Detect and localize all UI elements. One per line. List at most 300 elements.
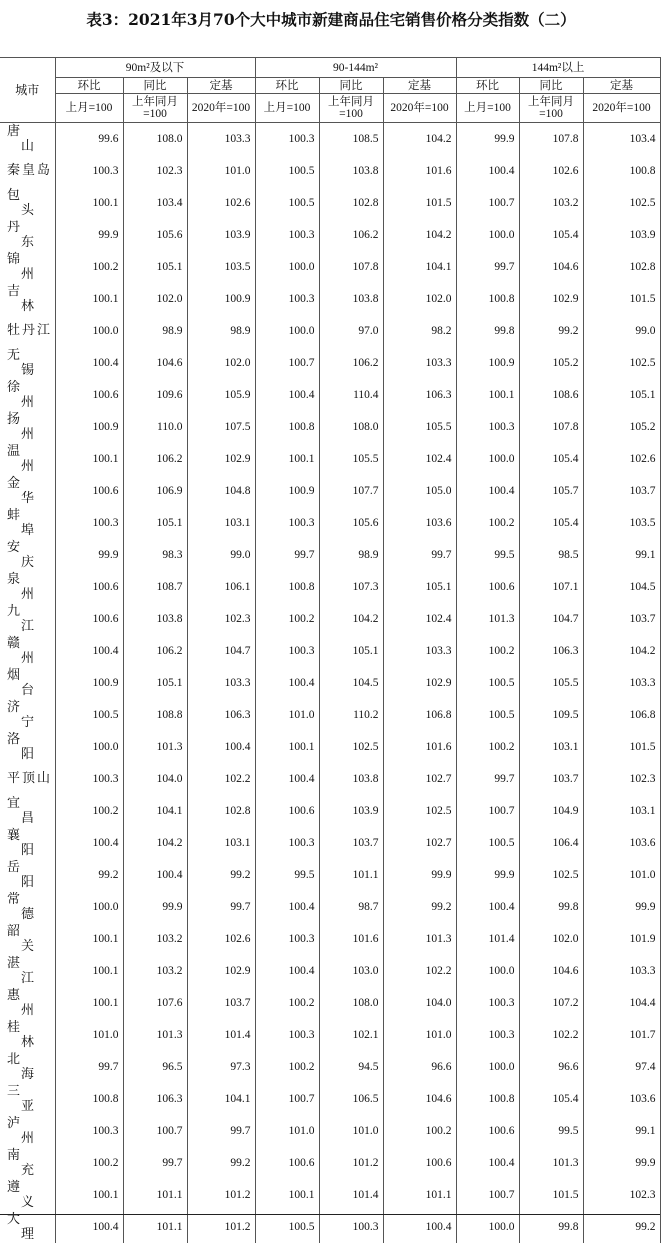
city-name-char-1: 襄 xyxy=(7,827,21,843)
index-value-cell: 100.7 xyxy=(456,187,519,219)
city-name xyxy=(0,1147,55,1179)
index-value-cell: 103.2 xyxy=(123,955,187,987)
city-name xyxy=(0,1083,55,1115)
index-value-cell: 103.4 xyxy=(629,132,656,145)
index-value-cell: 102.3 xyxy=(187,603,255,635)
index-value-cell: 102.9 xyxy=(187,443,255,475)
index-value-cell: 101.7 xyxy=(629,1028,656,1041)
city-name-char-2: 东 xyxy=(21,234,35,250)
index-value-cell: 102.5 xyxy=(629,196,656,209)
index-value-cell: 103.1 xyxy=(187,827,255,859)
city-name xyxy=(0,539,55,571)
city-name-char-1: 惠 xyxy=(7,987,21,1003)
index-value-cell: 106.2 xyxy=(319,219,383,251)
index-value-cell: 106.2 xyxy=(319,347,383,379)
index-value-cell: 99.2 xyxy=(519,315,583,347)
index-value-cell: 96.5 xyxy=(123,1051,187,1083)
index-value-cell: 100.6 xyxy=(456,1115,519,1147)
index-value-cell: 104.1 xyxy=(383,251,456,283)
index-value-cell: 104.7 xyxy=(187,635,255,667)
index-value-cell: 102.2 xyxy=(383,955,456,987)
index-value-cell: 102.8 xyxy=(319,187,383,219)
index-value-cell: 103.0 xyxy=(319,955,383,987)
city-name-char-1: 包 xyxy=(7,187,21,203)
index-value-cell: 102.7 xyxy=(383,763,456,795)
index-value-cell: 103.5 xyxy=(187,251,255,283)
table-row xyxy=(0,603,660,635)
index-value-cell: 106.3 xyxy=(187,699,255,731)
index-value-cell: 100.5 xyxy=(456,699,519,731)
index-value-cell: 100.9 xyxy=(55,667,123,699)
index-value-cell: 110.2 xyxy=(319,699,383,731)
index-value-cell: 99.0 xyxy=(635,324,656,337)
index-value-cell: 100.6 xyxy=(55,475,123,507)
index-value-cell: 100.3 xyxy=(319,1211,383,1243)
sub-header-mom: 环比 xyxy=(456,78,519,94)
index-value-cell: 100.4 xyxy=(456,891,519,923)
index-value-cell: 107.6 xyxy=(123,987,187,1019)
index-value-cell: 101.5 xyxy=(519,1179,583,1211)
city-name-char-1: 吉 xyxy=(7,283,21,299)
index-value-cell: 102.8 xyxy=(187,795,255,827)
index-value-cell: 100.1 xyxy=(255,443,319,475)
index-value-cell: 100.3 xyxy=(55,155,123,187)
index-value-cell: 101.5 xyxy=(383,187,456,219)
index-value-cell: 104.7 xyxy=(519,603,583,635)
index-value-cell: 110.0 xyxy=(123,411,187,443)
index-value-cell: 103.6 xyxy=(629,1092,656,1105)
index-value-cell: 103.3 xyxy=(629,964,656,977)
table-row xyxy=(0,1115,660,1147)
index-value-cell: 99.8 xyxy=(456,315,519,347)
index-value-cell: 102.9 xyxy=(383,667,456,699)
city-name-char-2: 州 xyxy=(21,394,35,410)
index-value-cell: 103.3 xyxy=(383,347,456,379)
index-value-cell: 100.2 xyxy=(456,507,519,539)
table-row xyxy=(0,1051,660,1083)
table-row xyxy=(0,891,660,923)
city-name-char-1: 唐 xyxy=(7,123,21,139)
index-value-cell: 103.2 xyxy=(123,923,187,955)
index-value-cell: 100.0 xyxy=(55,315,123,347)
city-name xyxy=(0,603,55,635)
index-value-cell: 100.3 xyxy=(55,507,123,539)
city-name-char-1: 安 xyxy=(7,539,21,555)
index-value-cell: 99.9 xyxy=(55,219,123,251)
index-value-cell: 103.1 xyxy=(629,804,656,817)
index-value-cell: 100.0 xyxy=(456,443,519,475)
index-value-cell: 102.3 xyxy=(123,155,187,187)
index-value-cell: 100.4 xyxy=(187,731,255,763)
city-name xyxy=(0,1179,55,1211)
base-header-last-month: 上月=100 xyxy=(55,94,123,123)
index-value-cell: 99.7 xyxy=(456,251,519,283)
index-value-cell: 100.6 xyxy=(456,571,519,603)
index-value-cell: 99.7 xyxy=(383,539,456,571)
index-value-cell: 100.2 xyxy=(383,1115,456,1147)
index-value-cell: 104.2 xyxy=(383,219,456,251)
base-header-last-year: 上年同月=100 xyxy=(519,94,583,123)
city-name-char-1: 烟 xyxy=(7,667,21,683)
city-name xyxy=(0,507,55,539)
city-name xyxy=(0,571,55,603)
index-value-cell: 99.6 xyxy=(55,123,123,155)
sub-header-yoy: 同比 xyxy=(519,78,583,94)
index-value-cell: 105.4 xyxy=(519,443,583,475)
index-value-cell: 101.6 xyxy=(383,731,456,763)
index-value-cell: 105.5 xyxy=(519,667,583,699)
city-name-char-2: 台 xyxy=(21,682,35,698)
city-name-char-2: 德 xyxy=(21,906,35,922)
index-value-cell: 100.9 xyxy=(456,347,519,379)
index-value-cell: 105.9 xyxy=(187,379,255,411)
index-value-cell: 100.6 xyxy=(255,1147,319,1179)
index-value-cell: 102.0 xyxy=(383,283,456,315)
index-value-cell: 100.1 xyxy=(55,1179,123,1211)
index-value-cell: 101.6 xyxy=(383,155,456,187)
index-value-cell: 98.5 xyxy=(519,539,583,571)
city-name-char-1: 无 xyxy=(7,347,21,363)
index-value-cell: 108.0 xyxy=(319,411,383,443)
index-value-cell: 103.4 xyxy=(123,187,187,219)
table-row xyxy=(0,667,660,699)
index-value-cell: 101.0 xyxy=(55,1019,123,1051)
index-value-cell: 103.9 xyxy=(319,795,383,827)
index-value-cell: 100.3 xyxy=(255,283,319,315)
index-value-cell: 99.2 xyxy=(187,859,255,891)
index-value-cell: 104.2 xyxy=(383,123,456,155)
index-value-cell: 100.2 xyxy=(55,1147,123,1179)
index-value-cell: 101.2 xyxy=(187,1211,255,1243)
index-value-cell: 102.8 xyxy=(629,260,656,273)
index-value-cell: 103.7 xyxy=(519,763,583,795)
index-value-cell: 100.2 xyxy=(255,1051,319,1083)
city-name-char-2: 林 xyxy=(21,1034,35,1050)
index-value-cell: 105.4 xyxy=(519,507,583,539)
table-row xyxy=(0,475,660,507)
group-header-medium: 90-144m² xyxy=(255,58,456,78)
table-row xyxy=(0,443,660,475)
index-value-cell: 101.0 xyxy=(629,868,656,881)
index-value-cell: 99.7 xyxy=(55,1051,123,1083)
index-value-cell: 105.5 xyxy=(319,443,383,475)
city-name-char-2: 充 xyxy=(21,1162,35,1178)
index-value-cell: 100.8 xyxy=(456,283,519,315)
group-header-large: 144m²以上 xyxy=(456,58,660,78)
index-value-cell: 102.2 xyxy=(187,763,255,795)
table-title: 表3：2021年3月70个大中城市新建商品住宅销售价格分类指数（二） xyxy=(86,10,576,29)
table-row xyxy=(0,283,660,315)
index-value-cell: 106.5 xyxy=(319,1083,383,1115)
city-name-char-1: 赣 xyxy=(7,635,21,651)
index-value-cell: 99.0 xyxy=(187,539,255,571)
city-name-char-1: 丹 xyxy=(7,219,21,235)
index-value-cell: 103.1 xyxy=(187,507,255,539)
index-value-cell: 103.8 xyxy=(319,283,383,315)
index-value-cell: 100.6 xyxy=(255,795,319,827)
table-row xyxy=(0,1147,660,1179)
index-value-cell: 108.0 xyxy=(123,123,187,155)
index-value-cell: 105.2 xyxy=(519,347,583,379)
city-name-char-2: 阳 xyxy=(21,874,35,890)
table-row xyxy=(0,539,660,571)
index-value-cell: 100.0 xyxy=(456,1051,519,1083)
index-value-cell: 100.0 xyxy=(55,891,123,923)
city-name-char-2: 阳 xyxy=(21,842,35,858)
index-value-cell: 100.8 xyxy=(255,571,319,603)
city-column-header: 城市 xyxy=(0,58,55,123)
table-row xyxy=(0,1019,660,1051)
table-row xyxy=(0,123,660,155)
index-value-cell: 104.1 xyxy=(187,1083,255,1115)
index-value-cell: 100.8 xyxy=(55,1083,123,1115)
index-value-cell: 103.9 xyxy=(629,228,656,241)
index-value-cell: 99.7 xyxy=(187,1115,255,1147)
city-name xyxy=(0,859,55,891)
index-value-cell: 100.2 xyxy=(55,251,123,283)
sub-header-yoy: 同比 xyxy=(123,78,187,94)
index-value-cell: 104.6 xyxy=(383,1083,456,1115)
index-value-cell: 98.9 xyxy=(319,539,383,571)
index-value-cell: 103.6 xyxy=(629,836,656,849)
index-value-cell: 103.6 xyxy=(383,507,456,539)
index-value-cell: 102.5 xyxy=(629,356,656,369)
index-value-cell: 101.5 xyxy=(629,740,656,753)
index-value-cell: 104.5 xyxy=(629,580,656,593)
index-value-cell: 99.7 xyxy=(255,539,319,571)
city-name-char-1: 金 xyxy=(7,475,21,491)
city-name-char-1: 宜 xyxy=(7,795,21,811)
index-value-cell: 99.5 xyxy=(519,1115,583,1147)
index-value-cell: 101.0 xyxy=(383,1019,456,1051)
index-value-cell: 101.0 xyxy=(319,1115,383,1147)
index-value-cell: 101.0 xyxy=(187,155,255,187)
index-value-cell: 102.6 xyxy=(187,187,255,219)
index-value-cell: 106.4 xyxy=(519,827,583,859)
index-value-cell: 99.9 xyxy=(635,1156,656,1169)
table-row xyxy=(0,315,660,347)
city-name xyxy=(0,795,55,827)
index-value-cell: 101.6 xyxy=(319,923,383,955)
index-value-cell: 98.7 xyxy=(319,891,383,923)
index-value-cell: 101.1 xyxy=(319,859,383,891)
table-row xyxy=(0,1211,660,1243)
index-value-cell: 99.9 xyxy=(383,859,456,891)
index-value-cell: 100.4 xyxy=(383,1211,456,1243)
index-value-cell: 100.5 xyxy=(255,155,319,187)
index-value-cell: 104.2 xyxy=(123,827,187,859)
table-body xyxy=(0,123,660,1243)
city-name-char-2: 埠 xyxy=(21,522,35,538)
sub-header-mom: 环比 xyxy=(255,78,319,94)
city-name-char-2: 华 xyxy=(21,490,35,506)
index-value-cell: 103.3 xyxy=(187,667,255,699)
index-value-cell: 100.4 xyxy=(55,635,123,667)
index-value-cell: 98.9 xyxy=(123,315,187,347)
index-value-cell: 102.6 xyxy=(187,923,255,955)
index-value-cell: 102.3 xyxy=(629,772,656,785)
index-value-cell: 100.1 xyxy=(55,955,123,987)
city-name xyxy=(0,987,55,1019)
index-value-cell: 100.1 xyxy=(255,1179,319,1211)
index-value-cell: 107.2 xyxy=(519,987,583,1019)
index-value-cell: 101.0 xyxy=(255,699,319,731)
index-value-cell: 106.3 xyxy=(383,379,456,411)
index-value-cell: 100.9 xyxy=(255,475,319,507)
city-name-char-2: 头 xyxy=(21,202,35,218)
city-name xyxy=(0,155,55,187)
bottom-rule xyxy=(0,1214,660,1215)
index-value-cell: 102.2 xyxy=(519,1019,583,1051)
index-value-cell: 102.4 xyxy=(383,603,456,635)
index-value-cell: 100.4 xyxy=(456,475,519,507)
index-value-cell: 104.2 xyxy=(629,644,656,657)
index-value-cell: 103.3 xyxy=(187,123,255,155)
city-name xyxy=(0,667,55,699)
index-value-cell: 100.3 xyxy=(255,923,319,955)
index-value-cell: 94.5 xyxy=(319,1051,383,1083)
city-name-char-1: 泸 xyxy=(7,1115,21,1131)
index-value-cell: 104.6 xyxy=(123,347,187,379)
table-row xyxy=(0,795,660,827)
index-value-cell: 100.6 xyxy=(383,1147,456,1179)
index-value-cell: 100.6 xyxy=(55,379,123,411)
city-name-char-2: 庆 xyxy=(21,554,35,570)
index-value-cell: 108.8 xyxy=(123,699,187,731)
index-value-cell: 100.8 xyxy=(255,411,319,443)
index-value-cell: 102.5 xyxy=(519,859,583,891)
index-value-cell: 101.2 xyxy=(187,1179,255,1211)
index-value-cell: 100.3 xyxy=(456,987,519,1019)
index-value-cell: 100.7 xyxy=(123,1115,187,1147)
base-header-last-year: 上年同月=100 xyxy=(123,94,187,123)
index-value-cell: 105.6 xyxy=(123,219,187,251)
city-name xyxy=(0,475,55,507)
city-name-text: 平顶山 xyxy=(7,770,53,786)
index-value-cell: 100.3 xyxy=(255,219,319,251)
index-value-cell: 100.7 xyxy=(255,1083,319,1115)
table-row xyxy=(0,1083,660,1115)
sub-header-fixed-base: 定基 xyxy=(583,78,660,94)
index-value-cell: 100.3 xyxy=(255,1019,319,1051)
index-value-cell: 100.3 xyxy=(55,1115,123,1147)
table-row xyxy=(0,763,660,795)
city-name xyxy=(0,1115,55,1147)
city-name-char-2: 州 xyxy=(21,650,35,666)
index-value-cell: 106.2 xyxy=(123,635,187,667)
index-value-cell: 100.3 xyxy=(255,635,319,667)
city-name-char-2: 州 xyxy=(21,426,35,442)
city-name xyxy=(0,827,55,859)
city-name xyxy=(0,251,55,283)
index-value-cell: 100.4 xyxy=(55,1211,123,1243)
index-value-cell: 105.1 xyxy=(629,388,656,401)
index-value-cell: 108.7 xyxy=(123,571,187,603)
city-name-char-1: 北 xyxy=(7,1051,21,1067)
city-name-char-2: 海 xyxy=(21,1066,35,1082)
index-value-cell: 99.7 xyxy=(187,891,255,923)
table-row xyxy=(0,379,660,411)
index-value-cell: 98.3 xyxy=(123,539,187,571)
index-value-cell: 104.9 xyxy=(519,795,583,827)
index-value-cell: 102.4 xyxy=(383,443,456,475)
index-value-cell: 104.5 xyxy=(319,667,383,699)
index-value-cell: 109.5 xyxy=(519,699,583,731)
city-name-char-1: 温 xyxy=(7,443,21,459)
city-name-char-1: 桂 xyxy=(7,1019,21,1035)
index-value-cell: 105.7 xyxy=(519,475,583,507)
city-name xyxy=(0,1051,55,1083)
index-value-cell: 97.4 xyxy=(635,1060,656,1073)
index-value-cell: 100.5 xyxy=(456,827,519,859)
index-value-cell: 100.3 xyxy=(255,507,319,539)
index-value-cell: 105.4 xyxy=(519,1083,583,1115)
index-value-cell: 103.7 xyxy=(187,987,255,1019)
index-value-cell: 106.3 xyxy=(519,635,583,667)
index-value-cell: 107.8 xyxy=(519,411,583,443)
sub-header-fixed-base: 定基 xyxy=(187,78,255,94)
sub-header-yoy: 同比 xyxy=(319,78,383,94)
index-value-cell: 106.9 xyxy=(123,475,187,507)
city-name-char-1: 锦 xyxy=(7,251,21,267)
index-value-cell: 100.5 xyxy=(255,1211,319,1243)
index-value-cell: 102.5 xyxy=(319,731,383,763)
index-value-cell: 103.5 xyxy=(629,516,656,529)
index-value-cell: 99.9 xyxy=(123,891,187,923)
index-value-cell: 101.3 xyxy=(383,923,456,955)
index-value-cell: 99.7 xyxy=(123,1147,187,1179)
index-value-cell: 99.9 xyxy=(456,123,519,155)
city-name-char-1: 蚌 xyxy=(7,507,21,523)
index-value-cell: 100.1 xyxy=(55,987,123,1019)
index-value-cell: 101.5 xyxy=(629,292,656,305)
index-value-cell: 102.3 xyxy=(629,1188,656,1201)
index-value-cell: 100.0 xyxy=(255,251,319,283)
index-value-cell: 100.8 xyxy=(629,164,656,177)
city-name-char-1: 常 xyxy=(7,891,21,907)
base-header-2020: 2020年=100 xyxy=(583,94,660,123)
index-value-cell: 99.2 xyxy=(383,891,456,923)
city-name xyxy=(0,923,55,955)
table-row xyxy=(0,507,660,539)
index-value-cell: 108.6 xyxy=(519,379,583,411)
index-value-cell: 101.4 xyxy=(319,1179,383,1211)
index-value-cell: 102.0 xyxy=(519,923,583,955)
index-value-cell: 107.8 xyxy=(519,123,583,155)
index-value-cell: 100.3 xyxy=(255,123,319,155)
index-value-cell: 103.7 xyxy=(629,612,656,625)
index-value-cell: 104.0 xyxy=(123,763,187,795)
index-value-cell: 105.6 xyxy=(319,507,383,539)
city-name xyxy=(0,955,55,987)
index-value-cell: 100.0 xyxy=(456,219,519,251)
city-name xyxy=(0,443,55,475)
index-value-cell: 101.4 xyxy=(187,1019,255,1051)
index-value-cell: 100.9 xyxy=(187,283,255,315)
index-value-cell: 102.0 xyxy=(123,283,187,315)
index-value-cell: 96.6 xyxy=(383,1051,456,1083)
index-value-cell: 103.8 xyxy=(319,763,383,795)
index-value-cell: 100.8 xyxy=(456,1083,519,1115)
city-name-char-1: 洛 xyxy=(7,731,21,747)
index-value-cell: 99.9 xyxy=(635,900,656,913)
city-name xyxy=(0,315,55,347)
index-value-cell: 104.6 xyxy=(519,955,583,987)
index-value-cell: 105.1 xyxy=(123,251,187,283)
index-value-cell: 102.5 xyxy=(383,795,456,827)
index-value-cell: 101.1 xyxy=(123,1211,187,1243)
index-value-cell: 105.1 xyxy=(319,635,383,667)
